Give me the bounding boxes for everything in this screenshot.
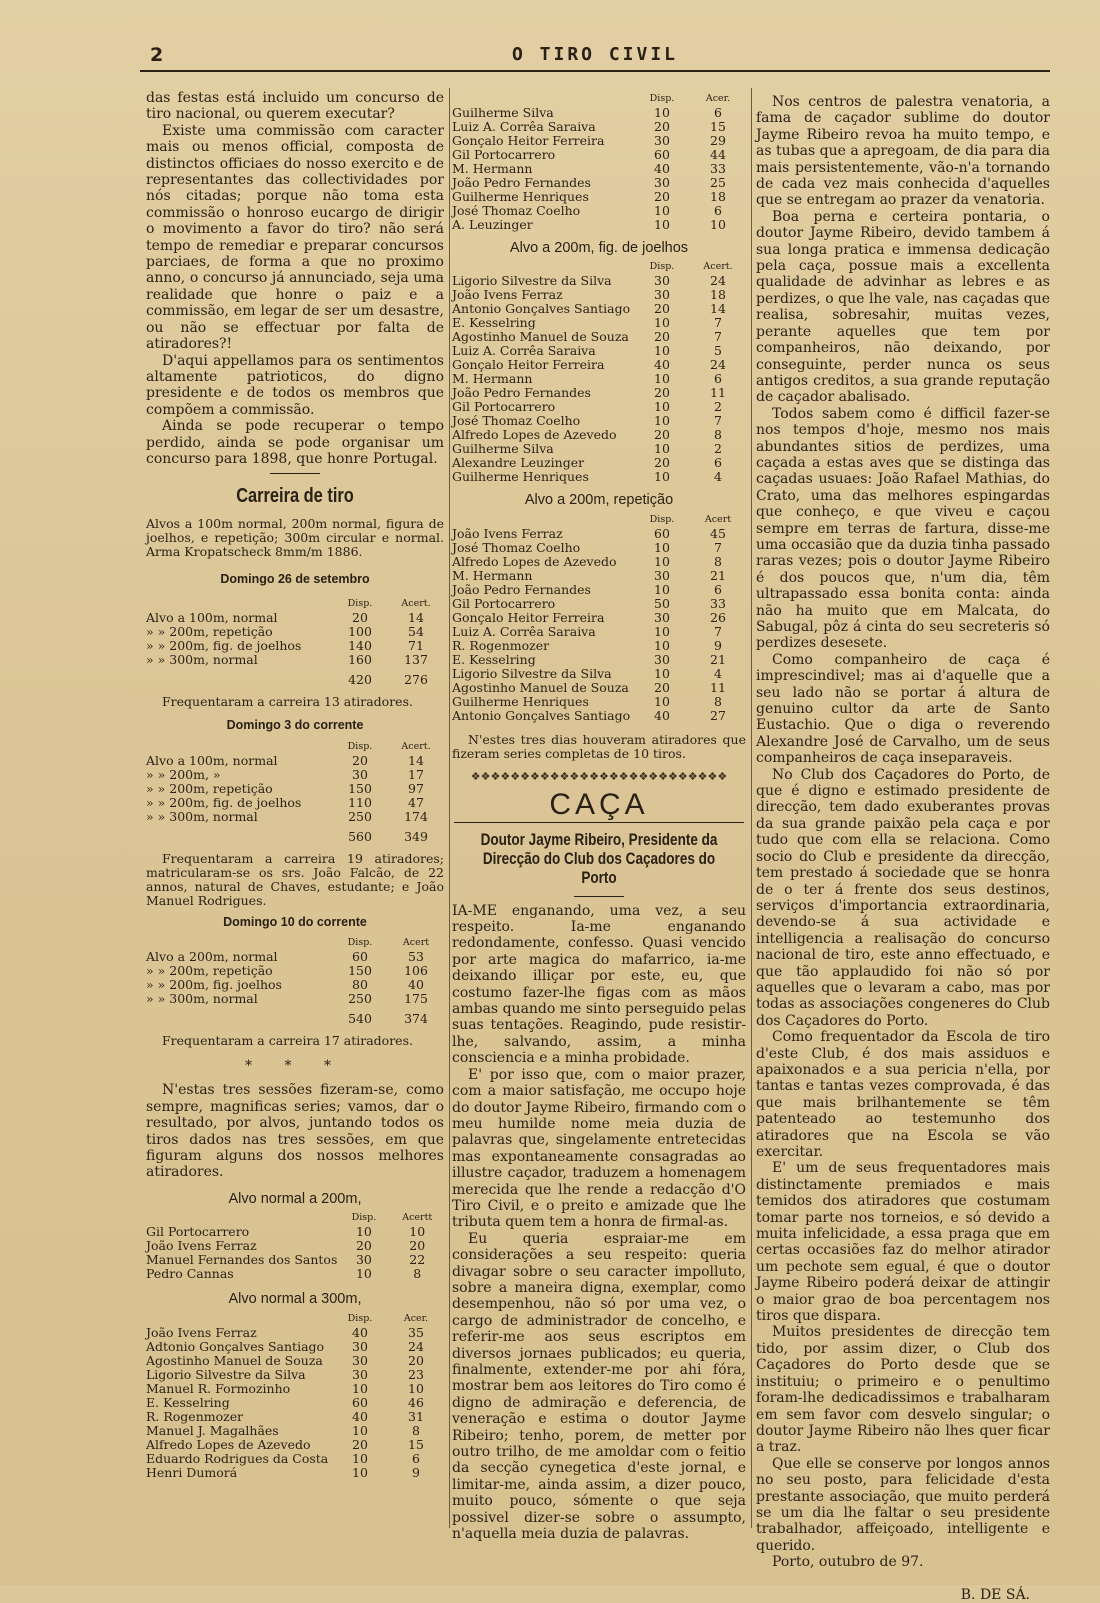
table-row: Antonio Gonçalves Santiago 40 27 <box>452 707 726 723</box>
paragraph: Existe uma commissão com caracter mais ou menos official, composta de distinctos officiaes do nosso exercito e de representantes das collectividades por nós citadas; porque não toma esta commissão o honroso eucargo de dirigir o movimento a favor do tiro? não será tempo de remediar e preparar concursos parciaes, de forma a que no proximo anno, o concurso já annunciado, seja uma realidade que honre o paiz e a commissão, em legar de ser um desastre, ou não se effectuar por falta de atiradores?! <box>146 122 444 353</box>
domingo-26-table <box>146 597 444 687</box>
table-row: » » 300m, normal 250 175 <box>146 990 428 1006</box>
table-row: Ligorio Silvestre da Silva 30 23 <box>146 1366 424 1382</box>
attendance-note: Frequentaram a carreira 19 atiradores; matricularam-se os srs. João Falcão, de 22 annos, natural de Chaves, estudante; e João Manuel Rodrigues. <box>146 850 444 908</box>
table-row: Guilherme Henriques 10 8 <box>452 693 722 709</box>
table-row: Luiz A. Corrêa Saraiva 10 7 <box>452 623 722 639</box>
table-row: M. Hermann 40 33 <box>452 161 726 176</box>
asterism: * * * <box>245 1057 345 1074</box>
table-row: João Pedro Fernandes 30 25 <box>452 175 726 190</box>
table-row: Gil Portocarrero 60 44 <box>452 147 726 162</box>
joelhos-title: Alvo a 200m, fig. de joelhos <box>509 240 689 256</box>
table-row: Adtonio Gonçalves Santiago 30 24 <box>146 1338 424 1354</box>
paragraph: Boa perna e certeira pontaria, o doutor Jayme Ribeiro, devido tambem á sua longa pratica e immensa dedicação pela caça, possue mais a excellenta qualidade de advinhar as lebres e as perdizes, o que lhe vale, nas caçadas que realisa, sobresahir, muitas vezes, perante aquelles que tem por companheiros, não deixando, por conseguinte, perder nunca os seus antigos creditos, a sua grande reputação de caçador abalisado. <box>756 208 1050 406</box>
table-row: Gonçalo Heitor Ferreira 30 26 <box>452 609 726 625</box>
table-row: Eduardo Rodrigues da Costa 10 6 <box>146 1450 420 1466</box>
table-row: Manuel Fernandes dos Santos 30 22 <box>146 1252 426 1268</box>
table-row: Manuel R. Formozinho 10 10 <box>146 1380 424 1396</box>
paragraph: IA-ME enganando, uma vez, a seu respeito. Ia-me enganando redondamente, confesso. Quasi vencido por arte magica do mafarrico, ia-me deixando illiçar por este, eu, que costumo fazer-lhe figas com as mãos ambas quando me sinto perseguido pelas suas tentações. Reagindo, pude resistir-lhe, salvando, assim, a minha consciencia e a minha probidade. <box>452 902 746 1067</box>
table-row: » » 200m, fig. joelhos 80 40 <box>146 976 424 992</box>
normal-200-table: Disp. Acertt Gil Portocarrero 10 10 João Ivens Ferraz 20 20 Manuel Fernandes dos Santos 30 22 Pedro Cannas 10 8 <box>146 1211 444 1281</box>
table-row: R. Rogenmozer 10 9 <box>452 637 722 653</box>
separator-rule <box>270 473 320 474</box>
table-row: Alfredo Lopes de Azevedo 20 15 <box>146 1436 424 1452</box>
total-row: 420 276 <box>348 672 428 688</box>
table-row: Gil Portocarrero 50 33 <box>452 595 726 611</box>
series-note: N'estes tres dias houveram atiradores que fizeram series completas de 10 tiros. <box>452 731 746 761</box>
table-row: » » 200m, » 30 17 <box>146 766 424 782</box>
table-row: João Ivens Ferraz 60 45 <box>452 525 726 541</box>
column-divider <box>449 88 450 1528</box>
page-number: 2 <box>150 44 164 66</box>
attendance-note: Frequentaram a carreira 17 atiradores. <box>162 1032 413 1048</box>
domingo-26-title: Domingo 26 de setembro <box>220 571 370 586</box>
heading-rule <box>454 822 744 823</box>
table-row: » » 200m, repetição 150 106 <box>146 962 428 978</box>
table-row: Ligorio Silvestre da Silva 10 4 <box>452 665 722 681</box>
continued-table: Disp. Acer. Guilherme Silva 10 6 Luiz A. Corrêa Saraiva 20 15 Gonçalo Heitor Ferreira 30 29 Gil Portocarrero 60 44 M. Hermann 40 33 João Pedro Fernandes 30 25 Guilherme Henriques 20 18 José Thomaz Coelho 10 6 A. Leuzinger 10 10 <box>452 92 746 232</box>
paragraph: das festas está incluido um concurso de tiro nacional, ou querem executar? <box>146 90 444 123</box>
normal-200-title: Alvo normal a 200m, <box>228 1190 362 1207</box>
table-row: Gil Portocarrero 10 10 <box>146 1224 426 1240</box>
table-row: E. Kesselring 10 7 <box>452 315 722 331</box>
table-row: E. Kesselring 60 46 <box>146 1394 424 1410</box>
table-row: Luiz A. Corrêa Saraiva 10 5 <box>452 343 722 359</box>
table-row: Guilherme Henriques 10 4 <box>452 469 722 485</box>
caca-heading: CAÇA <box>549 788 649 822</box>
paragraph: Como companheiro de caça é imprescindivel; mas ai d'aquelle que a seu lado não se portar á altura de genuino cultor da arte de Santo Eustachio. Que o diga o reverendo Alexandre José de Carvalho, um de seus companheiros de caça inseparaveis. <box>756 651 1050 767</box>
table-row: Manuel J. Magalhães 10 8 <box>146 1422 420 1438</box>
total-row: 560 349 <box>348 828 428 844</box>
table-row: R. Rogenmozer 40 31 <box>146 1408 424 1424</box>
page-header <box>140 40 1050 72</box>
table-row: João Ivens Ferraz 20 20 <box>146 1238 426 1254</box>
table-row: Guilherme Silva 10 2 <box>452 441 722 457</box>
acert-header: Acert. <box>401 598 431 610</box>
table-row: João Pedro Fernandes 20 11 <box>452 385 726 401</box>
repeticao-title: Alvo a 200m, repetição <box>524 492 674 509</box>
paragraph: Como frequentador da Escola de tiro d'este Club, é dos mais assiduos e apaixonados e a sua pericia n'ella, por tantas e tantas vezes comprovada, é das que mais brilhantemente se têm patenteado ao testemunho dos atiradores que na Escola se vão exercitar. <box>756 1029 1050 1160</box>
disp-header: Disp. <box>347 598 373 610</box>
table-row: E. Kesselring 30 21 <box>452 651 726 667</box>
table-row: José Thomaz Coelho 10 6 <box>452 203 722 218</box>
table-row: » » 300m, normal 160 137 <box>146 652 428 668</box>
normal-300-table: Disp. Acer. João Ivens Ferraz 40 35 Adtonio Gonçalves Santiago 30 24 Agostinho Manuel de Souza 30 20 Ligorio Silvestre da Silva 30 23 Manuel R. Formozinho 10 10 E. Kesselring 60 46 R. Rogenmozer 40 31 Manuel J. Magalhães 10 8 Alfredo Lopes de Azevedo 20 15 Eduardo Rodrigues da Costa 10 6 Henri Dumorá 10 9 <box>146 1312 444 1480</box>
paragraph: Que elle se conserve por longos annos no seu posto, para felicidade d'esta prestante associação, que muito perderá se um dia lhe faltar o seu presidente trabalhador, affeiçoado, intelligente e querido. <box>756 1455 1050 1554</box>
column-divider <box>751 88 752 1528</box>
table-row: João Ivens Ferraz 40 35 <box>146 1324 424 1340</box>
table-row: » » 200m, repetição 150 97 <box>146 780 424 796</box>
paragraph: Muitos presidentes de direcção tem tido, por assim dizer, o Club dos Caçadores do Porto desde que se instituiu; o primeiro e o penultimo foram-lhe dedicadissimos e trabalharam em sem favor com desvelo singular; o doutor Jayme Ribeiro não lhes quer ficar a traz. <box>756 1324 1050 1456</box>
table-row: Agostinho Manuel de Souza 30 20 <box>146 1352 424 1368</box>
total-row: 540 374 <box>348 1010 428 1026</box>
table-row: José Thomaz Coelho 10 7 <box>452 539 722 555</box>
paragraph: Ainda se pode recuperar o tempo perdido, ainda se pode organisar um concurso para 1898, que honre Portugal. <box>146 418 444 467</box>
domingo-3-table: Disp. Acert. Alvo a 100m, normal 20 14 » » 200m, » 30 17 » » 200m, repetição 150 97 » » 200m, fig. de joelhos 110 47 » » 300m, normal 250 174 560 349 <box>146 740 444 844</box>
table-row: Alvo a 200m, normal 60 53 <box>146 948 424 964</box>
paragraph: E' por isso que, com o maior prazer, com a maior satisfação, me occupo hoje do doutor Jayme Ribeiro, firmando com o meu humilde nome meia duzia de palavras que, singelamente entretecidas mas expontaneamente consagradas ao illustre caçador, traduzem a homenagem merecida que lhe rende a redacção d'O Tiro Civil, e o preito e amizade que lhe tributa quem tem a honra de firmal-as. <box>452 1066 746 1231</box>
dateline: Porto, outubro de 97. <box>772 1554 924 1571</box>
table-row: Alexandre Leuzinger 20 6 <box>452 455 722 471</box>
table-row: Agostinho Manuel de Souza 20 11 <box>452 679 726 695</box>
table-row: Luiz A. Corrêa Saraiva 20 15 <box>452 119 726 134</box>
table-row: » » 200m, fig. de joelhos 110 47 <box>146 794 424 810</box>
paragraph: N'estas tres sessões fizeram-se, como sempre, magnificas series; vamos, dar o resultado, por alvos, juntando todos os tiros dados nas tres sessões, em que figuram alguns dos nossos melhores atiradores. <box>146 1082 444 1181</box>
journal-title: O TIRO CIVIL <box>511 44 679 65</box>
repeticao-table: Disp. Acert João Ivens Ferraz 60 45 José Thomaz Coelho 10 7 Alfredo Lopes de Azevedo 10 8 M. Hermann 30 21 João Pedro Fernandes 10 6 Gil Portocarrero 50 33 Gonçalo Heitor Ferreira 30 26 Luiz A. Corrêa Saraiva 10 7 R. Rogenmozer 10 9 E. Kesselring 30 21 Ligorio Silvestre da Silva 10 4 Agostinho Manuel de Souza 20 11 Guilherme Henriques 10 8 Antonio Gonçalves Santiago 40 27 <box>452 513 746 723</box>
table-row: » » 200m, repetição 100 54 <box>146 624 424 640</box>
attendance-note: Frequentaram a carreira 13 atiradores. <box>162 694 413 710</box>
ornament-band: ❖❖❖❖❖❖❖❖❖❖❖❖❖❖❖❖❖❖❖❖❖❖❖❖❖❖ <box>470 769 728 783</box>
table-row: M. Hermann 10 6 <box>452 371 722 387</box>
section-title: Carreira de tiro <box>236 485 354 508</box>
table-row: Guilherme Henriques 20 18 <box>452 189 726 204</box>
table-row: José Thomaz Coelho 10 7 <box>452 413 722 429</box>
table-row: Alvo a 100m, normal 20 14 <box>146 752 424 768</box>
table-row: Alfredo Lopes de Azevedo 20 8 <box>452 427 722 443</box>
column-2 <box>452 92 746 1542</box>
paragraph: D'aqui appellamos para os sentimentos altamente patrioticos, do digno presidente e de todos os membros que compõem a commissão. <box>146 352 444 418</box>
table-row: Antonio Gonçalves Santiago 20 14 <box>452 301 726 317</box>
table-row: Gonçalo Heitor Ferreira 30 29 <box>452 133 726 148</box>
article-title: Doutor Jayme Ribeiro, Presidente da Direcção do Club dos Caçadores do Porto <box>480 830 718 887</box>
joelhos-table: Disp. Acert. Ligorio Silvestre da Silva 30 24 João Ivens Ferraz 30 18 Antonio Gonçalves Santiago 20 14 E. Kesselring 10 7 Agostinho Manuel de Souza 20 7 Luiz A. Corrêa Saraiva 10 5 Gonçalo Heitor Ferreira 40 24 M. Hermann 10 6 João Pedro Fernandes 20 11 Gil Portocarrero 10 2 José Thomaz Coelho 10 7 Alfredo Lopes de Azevedo 20 8 Guilherme Silva 10 2 Alexandre Leuzinger 20 6 Guilherme Henriques 10 4 <box>452 260 746 484</box>
paragraph: Eu queria espraiar-me em considerações a seu respeito: queria divagar sobre o seu caracter impolluto, sobre a maneira digna, exemplar, como desempenhou, não só por uma vez, o cargo de administrador de concelho, e referir-me aos seus escriptos em diversos jornaes publicados; eu queria, finalmente, extender-me por ahi fóra, mostrar bem aos leitores do Tiro como é digno de admiração e deferencia, de veneração e estima o doutor Jayme Ribeiro; tenho, porem, de metter por outro trilho, de me amoldar com o feitio da secção cynegetica d'este jornal, e limitar-me, ainda assim, a dizer pouco, muito pouco, sómente o que seja possivel dizer-se sobre o assumpto, n'aquella meia duzia de palavras. <box>452 1230 746 1543</box>
table-row: Gil Portocarrero 10 2 <box>452 399 722 415</box>
table-row: Henri Dumorá 10 9 <box>146 1464 420 1480</box>
paragraph: No Club dos Caçadores do Porto, de que é digno e estimado presidente de direcção, tem dado exuberantes provas da sua grande paixão pela caça e por tudo que com ella se relaciona. Como socio do Club e presidente da direcção, tem prestado á sociedade que se honra de o ter á frente dos seus destinos, serviços d'importancia extraordinaria, devendo-se á sua actividade e intelligencia a realisação do concurso nacional de tiro, este anno effectuado, e que tão applaudido foi não só por aquelles que o levaram a cabo, mas por todas as associações congeneres do Club dos Caçadores do Porto. <box>756 766 1050 1029</box>
paragraph: Nos centros de palestra venatoria, a fama de caçador sublime do doutor Jayme Ribeiro revoa ha muito tempo, e as tubas que a apregoam, de dia para dia mais persistentemente, vão-n'a tornando de cada vez mais conhecida d'aquelles que se entregam ao prazer da venatoria. <box>756 94 1050 209</box>
table-row: Ligorio Silvestre da Silva 30 24 <box>452 273 726 289</box>
domingo-10-title: Domingo 10 do corrente <box>223 914 367 929</box>
signature: B. DE SÁ. <box>960 1586 1030 1603</box>
normal-300-title: Alvo normal a 300m, <box>228 1291 362 1308</box>
carreira-intro: Alvos a 100m normal, 200m normal, figura de joelhos, e repetição; 300m circular e normal. Arma Kropatscheck 8mm/m 1886. <box>146 515 444 559</box>
table-row: M. Hermann 30 21 <box>452 567 726 583</box>
table-row: Alfredo Lopes de Azevedo 10 8 <box>452 553 722 569</box>
column-1 <box>146 90 444 1480</box>
table-row: » » 200m, fig. de joelhos 140 71 <box>146 638 424 654</box>
paragraph: E' um de seus frequentadores mais distinctamente premiados e mais temidos dos atiradores que costumam tomar parte nos torneios, e só devido a muita infelicidade, a essa praga que em certas occasiões faz do melhor atirador um pechote sem egual, é que o doutor Jayme Ribeiro poderá deixar de attingir o maior grao de boa percentagem nos tiros que dispara. <box>756 1160 1050 1325</box>
paragraph: Todos sabem como é difficil fazer-se nos tempos d'hoje, mesmo nos mais abundantes sitios de perdizes, uma caçada a estas aves que se distinga das caçadas usuaes: João Rafael Mathias, do Crato, uma das melhores espingardas que conheço, e que viveu e caçou sempre em terras de fartura, disse-me uma occasião que da duzia tinha passado raras vezes; pois o doutor Jayme Ribeiro é dos poucos que, n'um dia, têm ultrapassado essa bonita conta: ainda não ha muito que em Malcata, do Sabugal, pôz á cinta do seu secreteris só perdizes desesete. <box>756 405 1050 652</box>
table-row: A. Leuzinger 10 10 <box>452 217 726 232</box>
domingo-3-title: Domingo 3 do corrente <box>226 718 364 733</box>
column-3 <box>756 94 1050 1603</box>
table-row: Alvo a 100m, normal 20 14 <box>146 610 424 626</box>
table-row: João Ivens Ferraz 30 18 <box>452 287 726 303</box>
table-row: » » 300m, normal 250 174 <box>146 808 428 824</box>
table-row: Pedro Cannas 10 8 <box>146 1266 422 1282</box>
table-row: Guilherme Silva 10 6 <box>452 105 722 120</box>
separator-rule <box>574 896 624 897</box>
domingo-10-table: Disp. Acert Alvo a 200m, normal 60 53 » » 200m, repetição 150 106 » » 200m, fig. joelhos 80 40 » » 300m, normal 250 175 540 374 <box>146 936 444 1026</box>
table-row: João Pedro Fernandes 10 6 <box>452 581 722 597</box>
table-row: Agostinho Manuel de Souza 20 7 <box>452 329 722 345</box>
table-row: Gonçalo Heitor Ferreira 40 24 <box>452 357 726 373</box>
